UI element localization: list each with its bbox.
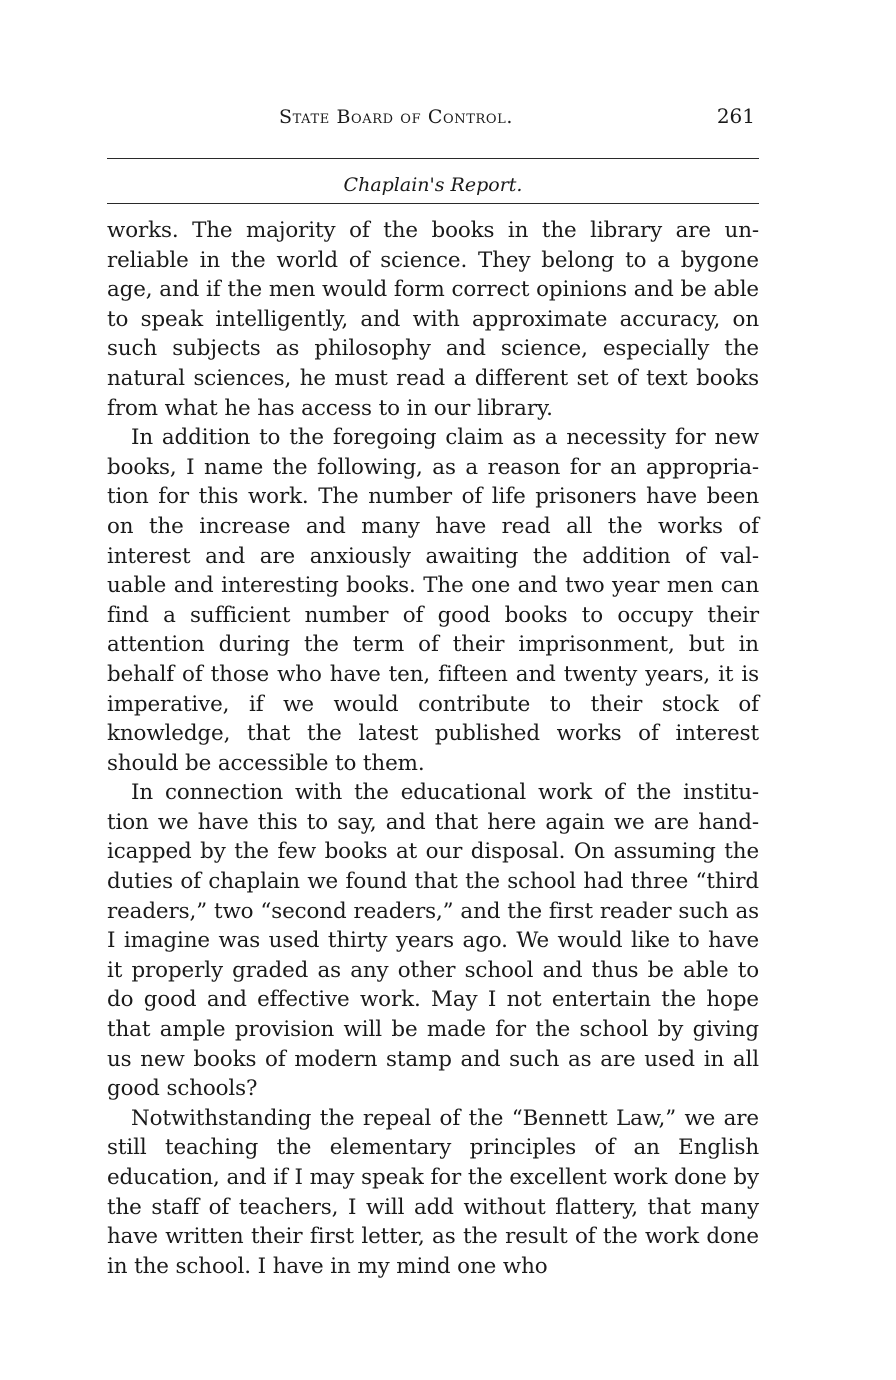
running-header — [107, 100, 759, 134]
paragraph: In connection with the educational work of the institu- tion we have this to say, and that here again we are hand- icapped by the few books at our disposal. On assuming the duties of chaplain we found that the school had three “third readers,” two “second readers,” and the first reader such as I imagine was used thirty years ago. We would like to have it properly graded as any other school and thus be able to do good and effective work. May I not entertain the hope that ample provision will be made for the school by giving us new books of modern stamp and such as are used in all good schools? — [107, 780, 759, 1102]
paragraph: works. The majority of the books in the library are un- reliable in the world of science. They belong to a bygone age, and if the men would form correct opinions and be able to speak intelligently, and with approximate accuracy, on such subjects as philosophy and science, especially the natural sciences, he must read a different set of text books from what he has access to in our library. — [107, 218, 759, 421]
section-rule — [107, 203, 759, 204]
body-text — [107, 216, 759, 1281]
page-number: 261 — [716, 104, 755, 128]
paragraph: Notwithstanding the repeal of the “Bennett Law,” we are still teaching the elementary principles of an English education, and if I may speak for the excellent work done by the staff of teachers, I will add without flattery, that many have written their first letter, as the result of the work done in the school. I have in my mind one who — [107, 1105, 759, 1279]
paragraph: In addition to the foregoing claim as a necessity for new books, I name the following, as a reason for an appropria- tion for this work. The number of life prisoners have been on the increase and many have read all the works of interest and are anxiously awaiting the addition of val- uable and interesting books. The one and two year men can find a sufficient number of good books to occupy their attention during the term of their imprisonment, but in behalf of those who have ten, fifteen and twenty years, it is imperative, if we would contribute to their stock of knowledge, that the latest published works of interest should be accessible to them. — [107, 425, 759, 776]
running-title: State Board of Control. — [279, 106, 513, 128]
section-heading: Chaplain's Report. — [343, 174, 523, 196]
header-rule — [107, 158, 759, 159]
document-page — [107, 100, 759, 1281]
